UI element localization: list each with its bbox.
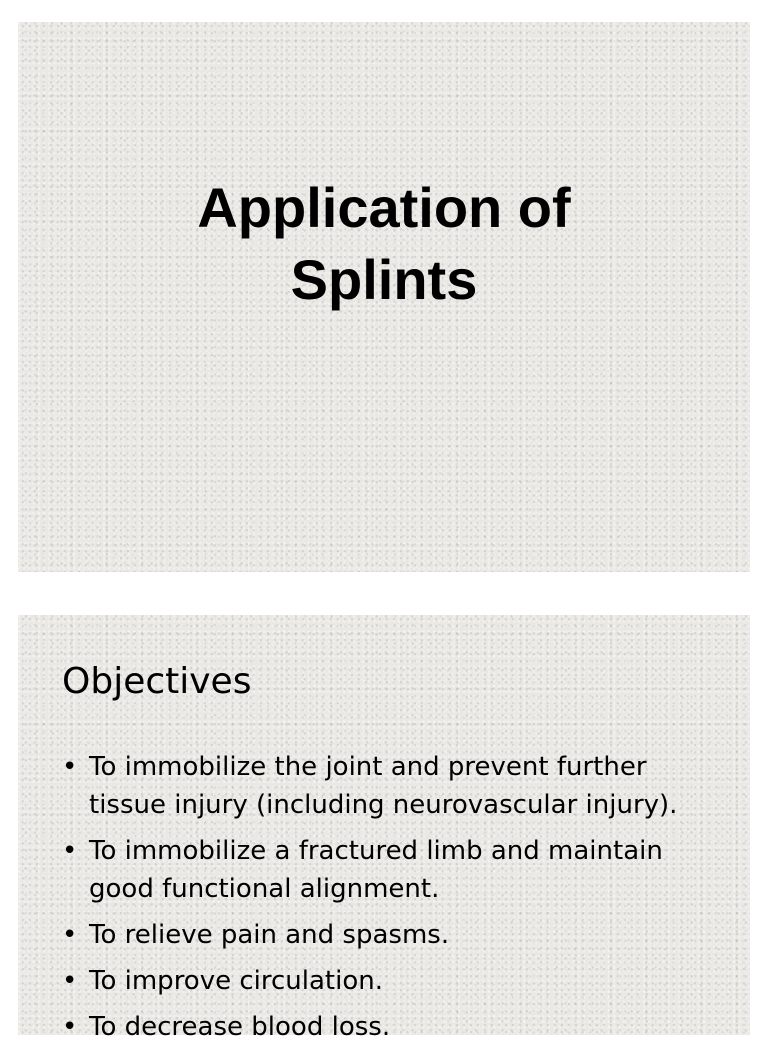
slide-title-line: Splints (290, 248, 478, 311)
slide-heading: Objectives (62, 661, 252, 702)
list-item-text: To relieve pain and spasms. (89, 920, 450, 950)
objectives-list (62, 748, 722, 1054)
objectives-slide (18, 615, 750, 1042)
list-item (62, 962, 722, 1000)
bullet-icon: • (62, 1012, 78, 1042)
list-item (62, 832, 722, 908)
bullet-icon: • (62, 966, 78, 996)
list-item-text: To decrease blood loss. (89, 1012, 391, 1042)
list-item (62, 916, 722, 954)
bullet-icon: • (62, 920, 78, 950)
slide-title (18, 172, 750, 316)
bullet-icon: • (62, 752, 78, 782)
list-item (62, 748, 722, 824)
title-slide (18, 22, 750, 572)
list-item-text: To immobilize the joint and prevent further tissue injury (including neurovascular injury). (89, 752, 678, 820)
slide-title-line: Application of (197, 176, 571, 239)
bullet-icon: • (62, 836, 78, 866)
list-item-text: To improve circulation. (89, 966, 383, 996)
list-item (62, 1008, 722, 1046)
list-item-text: To immobilize a fractured limb and maintain good functional alignment. (89, 836, 663, 904)
